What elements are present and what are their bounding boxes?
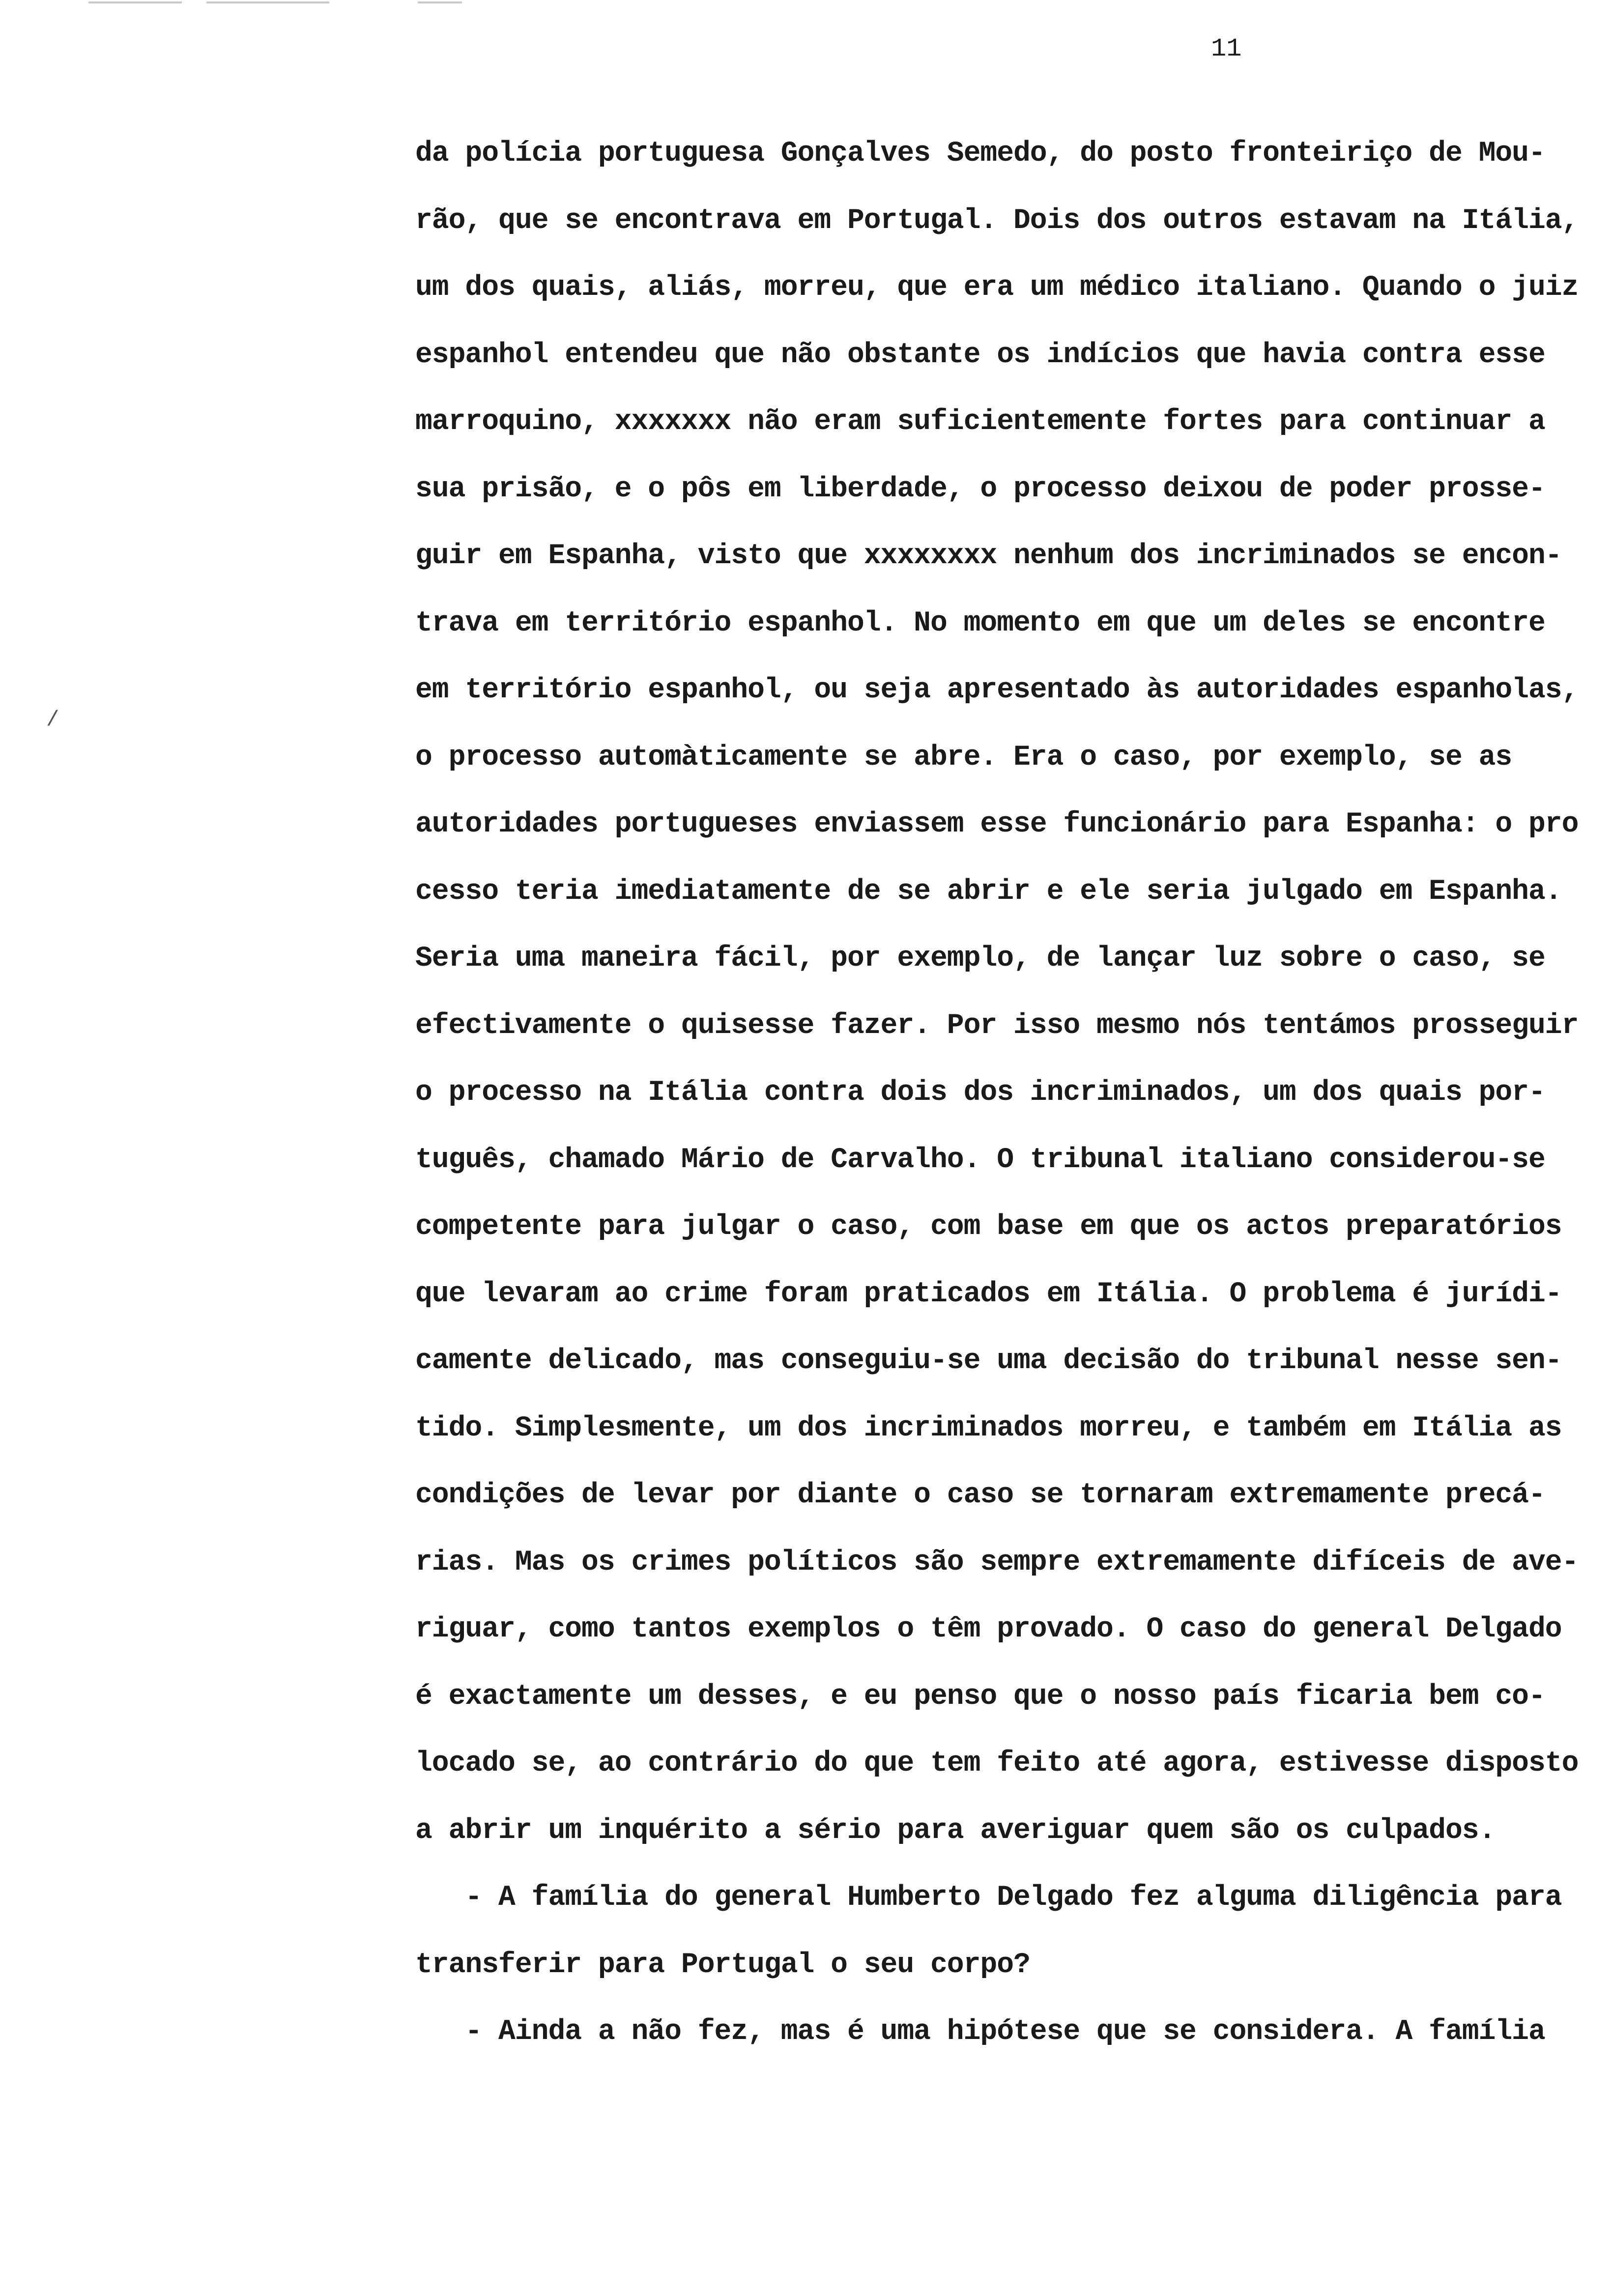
top-edge-rule — [418, 1, 462, 3]
text-line: rão, que se encontrava em Portugal. Dois dos outros estavam na Itália, — [415, 204, 1579, 237]
text-line: que levaram ao crime foram praticados em Itália. O problema é jurídi- — [415, 1278, 1562, 1310]
text-line: competente para julgar o caso, com base em que os actos preparatórios — [415, 1211, 1562, 1243]
top-edge-rule — [206, 1, 329, 3]
text-line: trava em território espanhol. No momento em que um deles se encontre — [415, 607, 1545, 639]
text-line: é exactamente um desses, e eu penso que o nosso país ficaria bem co- — [415, 1680, 1545, 1713]
text-line: autoridades portugueses enviassem esse funcionário para Espanha: o pro — [415, 808, 1579, 840]
text-line: - A família do general Humberto Delgado fez alguma diligência para — [415, 1882, 1562, 1914]
text-line: tuguês, chamado Mário de Carvalho. O tribunal italiano considerou-se — [415, 1144, 1545, 1176]
text-line: rias. Mas os crimes políticos são sempre extremamente difíceis de ave- — [415, 1546, 1579, 1578]
text-line: sua prisão, e o pôs em liberdade, o processo deixou de poder prosse- — [415, 473, 1545, 505]
text-line: espanhol entendeu que não obstante os indícios que havia contra esse — [415, 339, 1545, 371]
text-line: em território espanhol, ou seja apresentado às autoridades espanholas, — [415, 674, 1579, 706]
text-line: da polícia portuguesa Gonçalves Semedo, do posto fronteiriço de Mou- — [415, 138, 1545, 170]
body-text — [415, 120, 1610, 2066]
text-line: condições de levar por diante o caso se tornaram extremamente precá- — [415, 1479, 1545, 1511]
text-line: o processo automàticamente se abre. Era o caso, por exemplo, se as — [415, 741, 1512, 774]
text-line: Seria uma maneira fácil, por exemplo, de lançar luz sobre o caso, se — [415, 943, 1545, 975]
text-line: locado se, ao contrário do que tem feito até agora, estivesse disposto — [415, 1748, 1579, 1779]
text-line: riguar, como tantos exemplos o têm provado. O caso do general Delgado — [415, 1613, 1562, 1645]
top-edge-rule — [88, 1, 182, 3]
text-line: a abrir um inquérito a sério para averiguar quem são os culpados. — [415, 1814, 1496, 1847]
text-line: - Ainda a não fez, mas é uma hipótese que se considera. A família — [415, 2016, 1545, 2048]
margin-mark: / — [46, 708, 59, 732]
page-number: 11 — [1211, 34, 1242, 63]
text-line: o processo na Itália contra dois dos incriminados, um dos quais por- — [415, 1077, 1545, 1109]
text-line: marroquino, xxxxxxx não eram suficientemente fortes para continuar a — [415, 406, 1545, 438]
text-line: guir em Espanha, visto que xxxxxxxx nenhum dos incriminados se encon- — [415, 540, 1562, 572]
text-line: cesso teria imediatamente de se abrir e ele seria julgado em Espanha. — [415, 875, 1562, 908]
text-line: camente delicado, mas conseguiu-se uma decisão do tribunal nesse sen- — [415, 1345, 1562, 1377]
text-line: tido. Simplesmente, um dos incriminados morreu, e também em Itália as — [415, 1412, 1562, 1444]
text-line: transferir para Portugal o seu corpo? — [415, 1949, 1030, 1981]
text-line: efectivamente o quisesse fazer. Por isso mesmo nós tentámos prosseguir — [415, 1009, 1579, 1042]
text-line: um dos quais, aliás, morreu, que era um médico italiano. Quando o juiz — [415, 272, 1579, 304]
